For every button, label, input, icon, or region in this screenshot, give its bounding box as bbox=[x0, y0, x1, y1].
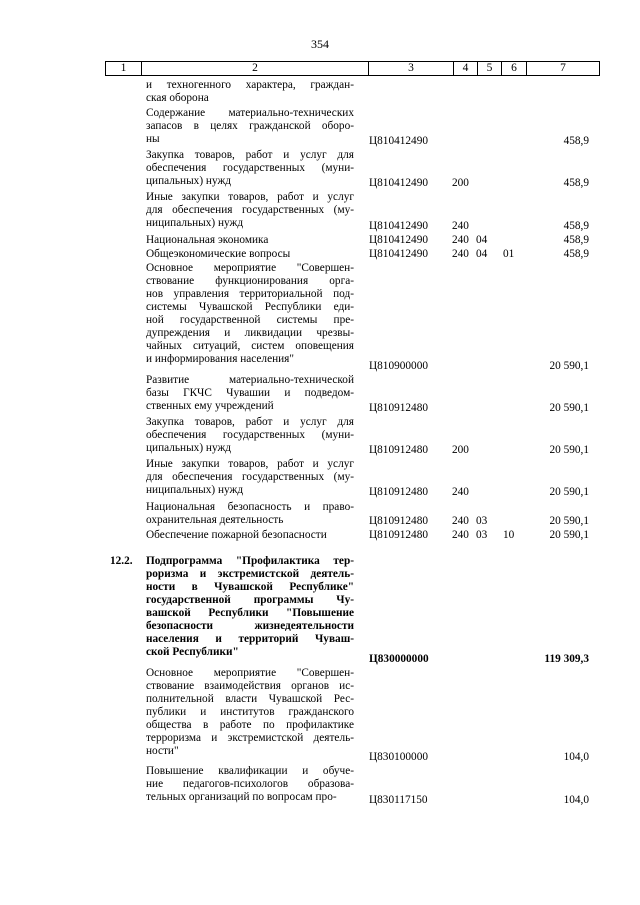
row-name-line: для обеспечения государственных (му- bbox=[146, 204, 354, 217]
row-amount: 20 590,1 bbox=[549, 486, 589, 499]
row-name-line: дупреждения и ликвидации чрезвы- bbox=[146, 326, 354, 339]
row-name bbox=[146, 79, 354, 105]
column-header-7: 7 bbox=[560, 62, 566, 74]
row-name-line: Закупка товаров, работ и услуг для bbox=[146, 416, 354, 429]
row-amount: 104,0 bbox=[563, 793, 589, 806]
row-name-line: общества в работе по профилактике bbox=[146, 719, 354, 732]
row-name-line: терроризма и экстремистской деятель- bbox=[146, 732, 354, 745]
row-name-line: тельных организаций по вопросам про- bbox=[146, 791, 337, 804]
row-name-line: ственных ему учреждений bbox=[146, 400, 274, 413]
row-name-line: Содержание материально-технических bbox=[146, 107, 354, 120]
row-code: Ц830117150 bbox=[369, 793, 428, 806]
row-name bbox=[146, 107, 354, 146]
row-name-line: ствование взаимодействия органов ис- bbox=[146, 680, 354, 693]
row-name bbox=[146, 248, 354, 261]
row-name-line: роризма и экстремистской деятель- bbox=[146, 567, 354, 580]
row-name-line: и информирования населения" bbox=[146, 352, 294, 365]
row-name-line: ствование функционирования орга- bbox=[146, 274, 354, 287]
row-name-line: обеспечения государственных (муни- bbox=[146, 162, 354, 175]
row-code: Ц810412490 bbox=[369, 233, 428, 246]
row-expense-type: 240 bbox=[452, 486, 469, 499]
row-name-line: Иные закупки товаров, работ и услуг bbox=[146, 458, 354, 471]
column-header-1: 1 bbox=[106, 62, 142, 75]
row-name-line: охранительная деятельность bbox=[146, 513, 284, 526]
row-name-line: Основное мероприятие "Совершен- bbox=[146, 261, 354, 274]
row-subsection: 01 bbox=[503, 247, 515, 260]
row-section: 03 bbox=[476, 528, 488, 541]
row-name bbox=[146, 501, 354, 527]
row-amount: 458,9 bbox=[563, 135, 589, 148]
row-amount: 104,0 bbox=[563, 751, 589, 764]
column-header-6: 6 bbox=[502, 62, 527, 75]
row-code: Ц810912480 bbox=[369, 528, 428, 541]
row-name-line: вашской Республики "Повышение bbox=[146, 606, 354, 619]
row-amount: 458,9 bbox=[563, 177, 589, 190]
row-name-line: Иные закупки товаров, работ и услуг bbox=[146, 191, 354, 204]
column-header-5: 5 bbox=[478, 62, 502, 75]
row-code: Ц810912480 bbox=[369, 486, 428, 499]
row-name-line: Общеэкономические вопросы bbox=[146, 247, 291, 260]
column-header-2: 2 bbox=[142, 62, 369, 75]
row-name-line: и техногенного характера, граждан- bbox=[146, 79, 354, 91]
row-name-line: ципальных) нужд bbox=[146, 442, 232, 455]
row-section: 04 bbox=[476, 247, 488, 260]
row-amount: 119 309,3 bbox=[544, 653, 589, 665]
column-header-4: 4 bbox=[454, 62, 478, 75]
row-name bbox=[146, 191, 354, 230]
row-name bbox=[146, 667, 354, 758]
row-name-line: полнительной власти Чувашской Рес- bbox=[146, 693, 354, 706]
row-name-line: для обеспечения государственных (му- bbox=[146, 471, 354, 484]
row-amount: 458,9 bbox=[563, 219, 589, 232]
column-header-3: 3 bbox=[369, 62, 454, 75]
row-name bbox=[146, 529, 354, 542]
page-number: 354 bbox=[311, 37, 329, 51]
row-name-line: Подпрограмма "Профилактика тер- bbox=[146, 554, 354, 567]
row-code: Ц810912480 bbox=[369, 514, 428, 527]
row-expense-type: 200 bbox=[452, 177, 469, 190]
row-amount: 20 590,1 bbox=[549, 444, 589, 457]
row-name bbox=[146, 765, 354, 804]
row-name-line: Национальная экономика bbox=[146, 233, 269, 246]
row-name-line: ципальных) нужд bbox=[146, 175, 232, 188]
row-amount: 20 590,1 bbox=[549, 528, 589, 541]
row-name bbox=[146, 416, 354, 455]
row-expense-type: 240 bbox=[452, 528, 469, 541]
row-amount: 458,9 bbox=[563, 233, 589, 246]
row-name-line: ская оборона bbox=[146, 92, 209, 104]
row-amount: 20 590,1 bbox=[549, 360, 589, 372]
row-code: Ц810412490 bbox=[369, 177, 428, 190]
row-name bbox=[146, 458, 354, 497]
row-name-line: Развитие материально-технической bbox=[146, 374, 354, 387]
row-code: Ц810900000 bbox=[369, 360, 428, 372]
row-name-line: населения и территорий Чуваш- bbox=[146, 632, 354, 645]
row-name-line: Основное мероприятие "Совершен- bbox=[146, 667, 354, 680]
row-name-line: системы Чувашской Республики еди- bbox=[146, 300, 354, 313]
row-expense-type: 240 bbox=[452, 247, 469, 260]
row-amount: 20 590,1 bbox=[549, 514, 589, 527]
row-expense-type: 240 bbox=[452, 219, 469, 232]
row-expense-type: 240 bbox=[452, 514, 469, 527]
row-code: Ц810912480 bbox=[369, 444, 428, 457]
row-name-line: запасов в целях гражданской оборо- bbox=[146, 120, 354, 133]
row-name-line: Национальная безопасность и право- bbox=[146, 500, 354, 513]
row-amount: 458,9 bbox=[563, 247, 589, 260]
row-code: Ц810912480 bbox=[369, 402, 428, 415]
row-code: Ц830000000 bbox=[369, 653, 429, 665]
row-name-line: публики и институтов гражданского bbox=[146, 706, 354, 719]
row-name-line: ности в Чувашской Республике" bbox=[146, 580, 354, 593]
row-code: Ц830100000 bbox=[369, 751, 428, 764]
row-name-line: государственной программы Чу- bbox=[146, 593, 354, 606]
row-name-line: базы ГКЧС Чувашии и подведом- bbox=[146, 387, 354, 400]
row-name-line: ской Республики" bbox=[146, 645, 239, 658]
row-number: 12.2. bbox=[110, 554, 133, 567]
row-subsection: 10 bbox=[503, 528, 515, 541]
row-code: Ц810412490 bbox=[369, 219, 428, 232]
row-name-line: Обеспечение пожарной безопасности bbox=[146, 528, 327, 541]
row-expense-type: 240 bbox=[452, 233, 469, 246]
row-name-line: безопасности жизнедеятельности bbox=[146, 619, 354, 632]
row-name-line: ны bbox=[146, 133, 160, 146]
row-name-line: обеспечения государственных (муни- bbox=[146, 429, 354, 442]
row-name bbox=[146, 149, 354, 188]
table-header bbox=[105, 61, 600, 76]
row-amount: 20 590,1 bbox=[549, 402, 589, 415]
row-name bbox=[146, 555, 354, 659]
row-name-line: нов управления территориальной под- bbox=[146, 287, 354, 300]
row-section: 04 bbox=[476, 233, 488, 246]
row-name-line: Закупка товаров, работ и услуг для bbox=[146, 149, 354, 162]
row-code: Ц810412490 bbox=[369, 135, 428, 148]
row-section: 03 bbox=[476, 514, 488, 527]
row-name-line: ной государственной системы пре- bbox=[146, 313, 354, 326]
row-expense-type: 200 bbox=[452, 444, 469, 457]
row-name bbox=[146, 262, 354, 366]
row-code: Ц810412490 bbox=[369, 247, 428, 260]
row-name-line: ности" bbox=[146, 745, 179, 758]
row-name-line: ние педагогов-психологов образова- bbox=[146, 778, 354, 791]
row-name-line: ниципальных) нужд bbox=[146, 484, 244, 497]
row-name bbox=[146, 374, 354, 413]
row-name-line: чайных ситуаций, систем оповещения bbox=[146, 339, 354, 352]
row-name-line: ниципальных) нужд bbox=[146, 217, 244, 230]
row-name bbox=[146, 234, 354, 247]
row-name-line: Повышение квалификации и обуче- bbox=[146, 765, 354, 778]
